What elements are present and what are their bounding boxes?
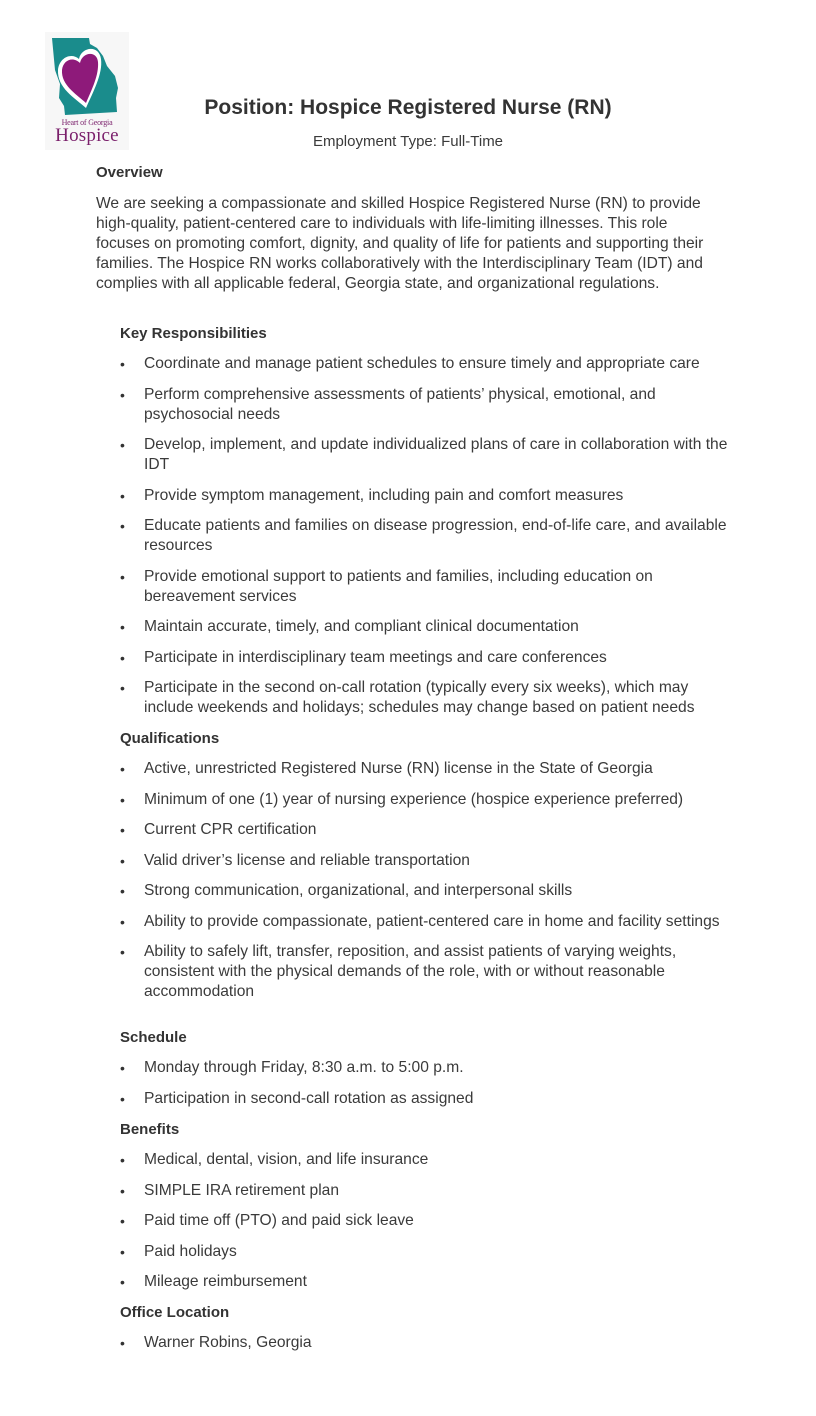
list-item	[120, 516, 730, 556]
list-item-text: Valid driver’s license and reliable transportation	[144, 851, 470, 869]
list-item	[120, 385, 730, 425]
list-item	[120, 1211, 730, 1231]
list-item	[120, 567, 730, 607]
bullet-icon: •	[120, 1274, 125, 1290]
bullet-icon: •	[120, 1213, 125, 1229]
bullet-icon: •	[120, 619, 125, 635]
list-item	[120, 912, 730, 932]
list-item-text: Monday through Friday, 8:30 a.m. to 5:00 p.m.	[144, 1059, 464, 1076]
list-item	[120, 790, 730, 810]
bullet-icon: •	[120, 761, 125, 777]
list-item-text: Participate in interdisciplinary team meetings and care conferences	[144, 648, 607, 666]
benefits-section	[120, 1120, 730, 1303]
list-item	[120, 354, 730, 374]
list-item-text: Paid time off (PTO) and paid sick leave	[144, 1212, 414, 1229]
responsibilities-list	[120, 354, 730, 718]
list-item	[120, 759, 730, 779]
list-item-text: Active, unrestricted Registered Nurse (RN) license in the State of Georgia	[144, 760, 653, 777]
list-item-text: Mileage reimbursement	[144, 1273, 307, 1290]
list-item	[120, 435, 730, 475]
schedule-list	[120, 1058, 730, 1109]
list-item	[120, 942, 730, 1002]
page-title-text: Position: Hospice Registered Nurse (RN)	[204, 96, 612, 119]
schedule-heading: Schedule	[120, 1029, 187, 1046]
list-item	[120, 851, 730, 871]
list-item-text: Current CPR certification	[144, 821, 317, 838]
bullet-icon: •	[120, 822, 125, 838]
benefits-list	[120, 1150, 730, 1292]
list-item-text: Participation in second-call rotation as assigned	[144, 1089, 474, 1107]
list-item	[120, 1272, 730, 1292]
list-item	[120, 820, 730, 840]
bullet-icon: •	[120, 680, 125, 696]
list-item	[120, 1089, 730, 1109]
list-item-text: Warner Robins, Georgia	[144, 1334, 312, 1351]
bullet-icon: •	[120, 1060, 125, 1076]
bullet-icon: •	[120, 487, 125, 504]
bullet-icon: •	[120, 791, 125, 808]
bullet-icon: •	[120, 913, 125, 930]
qualifications-section	[120, 729, 730, 1013]
qualifications-list	[120, 759, 730, 1002]
list-item-text: Participate in the second on-call rotation (typically every six weeks), which may include weekends and holidays; schedules may change based on patient needs	[144, 679, 695, 716]
bullet-icon: •	[120, 356, 125, 372]
list-item-text: SIMPLE IRA retirement plan	[144, 1181, 340, 1199]
page-title	[0, 96, 816, 120]
list-item	[120, 1058, 730, 1078]
bullet-icon: •	[120, 1243, 125, 1260]
bullet-icon: •	[120, 437, 125, 453]
bullet-icon: •	[120, 944, 125, 960]
list-item-text: Medical, dental, vision, and life insurance	[144, 1151, 429, 1168]
list-item-text: Perform comprehensive assessments of patients’ physical, emotional, and psychosocial needs	[144, 385, 656, 423]
list-item-text: Educate patients and families on disease progression, end-of-life care, and available resources	[144, 517, 727, 554]
office-location-section	[120, 1303, 730, 1364]
list-item	[120, 1333, 730, 1353]
bullet-icon: •	[120, 1090, 125, 1107]
bullet-icon: •	[120, 518, 125, 534]
bullet-icon: •	[120, 1152, 125, 1168]
bullet-icon: •	[120, 852, 125, 869]
list-item	[120, 881, 730, 901]
list-item-text: Ability to safely lift, transfer, reposition, and assist patients of varying weights, consistent with the physical demands of the role, with or without reasonable accommodation	[144, 943, 677, 1000]
employment-type: Employment Type: Full-Time	[312, 133, 504, 150]
responsibilities-heading: Key Responsibilities	[120, 325, 267, 342]
list-item-text: Develop, implement, and update individualized plans of care in collaboration with the IDT	[144, 436, 728, 473]
list-item	[120, 648, 730, 668]
bullet-icon: •	[120, 1335, 125, 1351]
list-item-text: Maintain accurate, timely, and compliant clinical documentation	[144, 618, 579, 635]
overview-paragraph: We are seeking a compassionate and skilled Hospice Registered Nurse (RN) to provide high-quality, patient-centered care to individuals with life-limiting illnesses. This role focuses on promoting comfort, dignity, and quality of life for patients and supporting their families. The Hospice RN works collaboratively with the Interdisciplinary Team (IDT) and complies with all applicable federal, Georgia state, and organizational regulations.	[96, 195, 704, 292]
bullet-icon: •	[120, 1182, 125, 1199]
bullet-icon: •	[120, 386, 125, 403]
office-location-list	[120, 1333, 730, 1353]
overview-heading: Overview	[96, 164, 163, 181]
bullet-icon: •	[120, 649, 125, 666]
list-item	[120, 486, 730, 506]
list-item-text: Provide symptom management, including pain and comfort measures	[144, 486, 624, 504]
bullet-icon: •	[120, 568, 125, 585]
logo-org-line1: Heart of Georgia	[61, 118, 113, 127]
schedule-section	[120, 1028, 730, 1119]
list-item-text: Coordinate and manage patient schedules to ensure timely and appropriate care	[144, 355, 700, 372]
list-item	[120, 1150, 730, 1170]
bullet-icon: •	[120, 883, 125, 899]
responsibilities-section	[120, 324, 730, 729]
list-item	[120, 1242, 730, 1262]
list-item-text: Provide emotional support to patients and families, including education on bereavement services	[144, 567, 653, 605]
office-location-heading: Office Location	[120, 1304, 230, 1321]
benefits-heading: Benefits	[120, 1121, 180, 1138]
list-item	[120, 678, 730, 718]
list-item	[120, 1181, 730, 1201]
list-item	[120, 617, 730, 637]
list-item-text: Paid holidays	[144, 1242, 237, 1260]
logo-org-line2: Hospice	[55, 125, 119, 146]
list-item-text: Strong communication, organizational, and interpersonal skills	[144, 882, 573, 899]
list-item-text: Ability to provide compassionate, patient-centered care in home and facility settings	[144, 912, 720, 930]
qualifications-heading: Qualifications	[120, 730, 220, 747]
list-item-text: Minimum of one (1) year of nursing experience (hospice experience preferred)	[144, 790, 684, 808]
